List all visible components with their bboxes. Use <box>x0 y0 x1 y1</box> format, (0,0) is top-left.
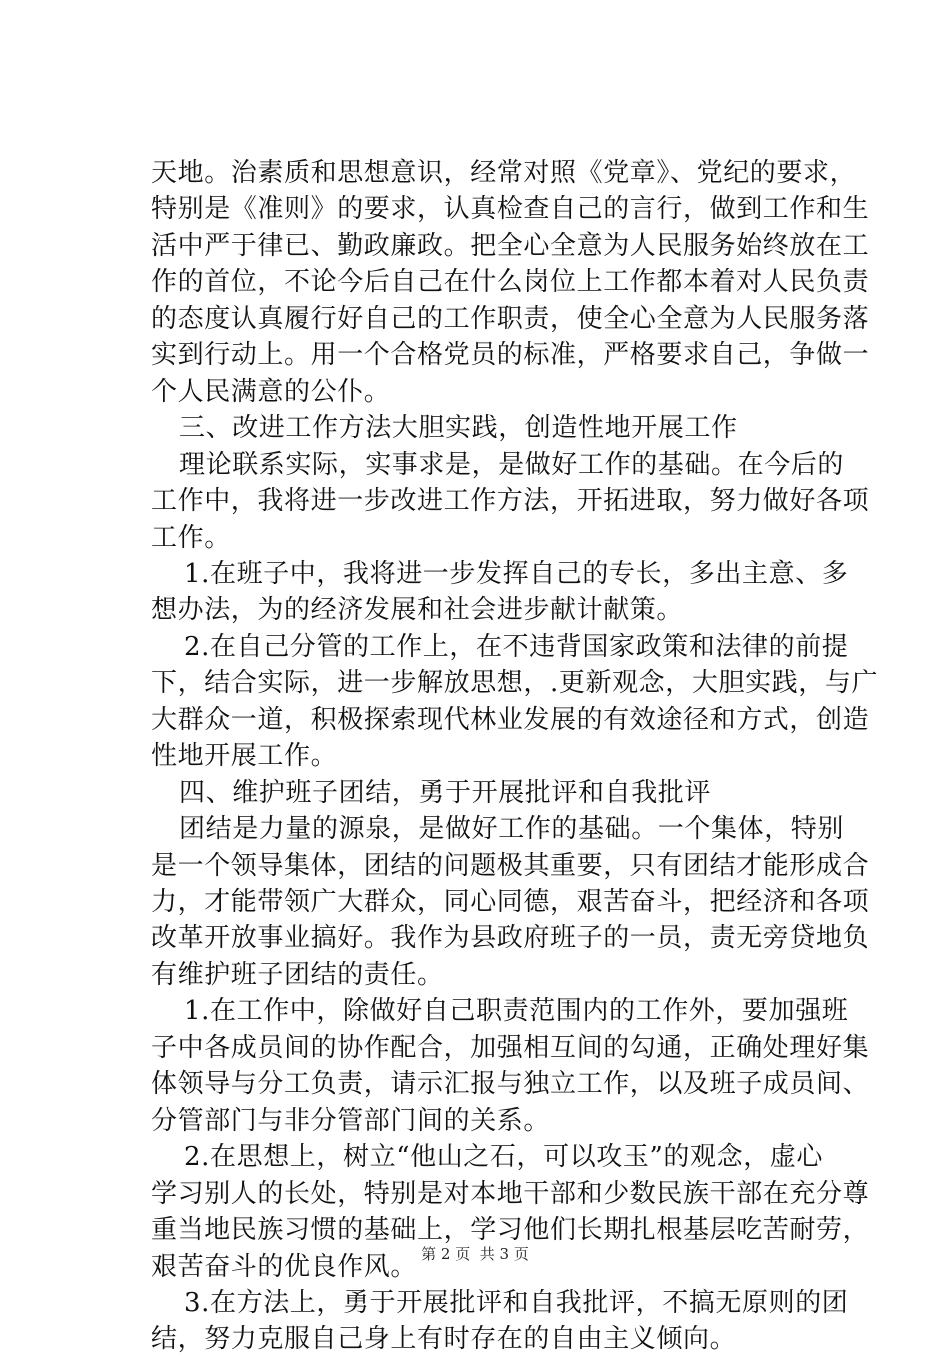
text-line: 四、维护班子团结，勇于开展批评和自我批评 <box>179 778 712 808</box>
text-line: 工作中，我将进一步改进工作方法，开拓进取，努力做好各项 <box>151 486 870 516</box>
text-line: 分管部门与非分管部门间的关系。 <box>151 1106 551 1136</box>
text-line: 理论联系实际，实事求是，是做好工作的基础。在今后的 <box>179 450 845 480</box>
page-footer: 第 2 页 共 3 页 <box>421 1245 529 1263</box>
text-line: 学习别人的长处，特别是对本地干部和少数民族干部在充分尊 <box>151 1179 870 1209</box>
text-line: 重当地民族习惯的基础上，学习他们长期扎根基层吃苦耐劳， <box>151 1215 870 1245</box>
text-line: 三、改进工作方法大胆实践，创造性地开展工作 <box>179 413 738 443</box>
text-line: 2.在自己分管的工作上，在不违背国家政策和法律的前提 <box>184 632 849 662</box>
text-line: 下，结合实际，进一步解放思想，.更新观念，大胆实践，与广 <box>151 668 879 698</box>
text-line: 有维护班子团结的责任。 <box>151 960 444 990</box>
text-line: 2.在思想上，树立“他山之石，可以攻玉”的观念，虚心 <box>184 1142 823 1172</box>
text-line: 作的首位，不论今后自己在什么岗位上工作都本着对人民负责 <box>151 267 870 297</box>
text-line: 大群众一道，积极探索现代林业发展的有效途径和方式，创造 <box>151 705 870 735</box>
text-line: 团结是力量的源泉，是做好工作的基础。一个集体，特别 <box>179 814 845 844</box>
text-line: 力，才能带领广大群众，同心同德，艰苦奋斗，把经济和各项 <box>151 887 870 917</box>
text-line: 实到行动上。用一个合格党员的标准，严格要求自己，争做一 <box>151 340 870 370</box>
text-line: 个人民满意的公仆。 <box>151 377 391 407</box>
text-line: 改革开放事业搞好。我作为县政府班子的一员，责无旁贷地负 <box>151 923 870 953</box>
text-line: 是一个领导集体，团结的问题极其重要，只有团结才能形成合 <box>151 851 870 881</box>
text-line: 性地开展工作。 <box>151 741 338 771</box>
text-line: 艰苦奋斗的优良作风。 <box>151 1252 418 1282</box>
text-line: 特别是《准则》的要求，认真检查自己的言行，做到工作和生 <box>151 194 870 224</box>
text-line: 活中严于律已、勤政廉政。把全心全意为人民服务始终放在工 <box>151 231 870 261</box>
text-line: 的态度认真履行好自己的工作职责，使全心全意为人民服务落 <box>151 304 870 334</box>
text-line: 天地。治素质和思想意识，经常对照《党章》、党纪的要求， <box>151 158 857 188</box>
text-line: 工作。 <box>151 523 231 553</box>
text-line: 1.在工作中，除做好自己职责范围内的工作外，要加强班 <box>184 996 849 1026</box>
text-line: 子中各成员间的协作配合，加强相互间的勾通，正确处理好集 <box>151 1033 870 1063</box>
text-line: 3.在方法上，勇于开展批评和自我批评，不搞无原则的团 <box>184 1288 849 1318</box>
text-line: 想办法，为的经济发展和社会进步献计献策。 <box>151 595 684 625</box>
text-line: 1.在班子中，我将进一步发挥自己的专长，多出主意、多 <box>184 559 849 589</box>
text-line: 结，努力克服自己身上有时存在的自由主义倾向。 <box>151 1324 737 1354</box>
text-line: 体领导与分工负责，请示汇报与独立工作，以及班子成员间、 <box>151 1069 870 1099</box>
